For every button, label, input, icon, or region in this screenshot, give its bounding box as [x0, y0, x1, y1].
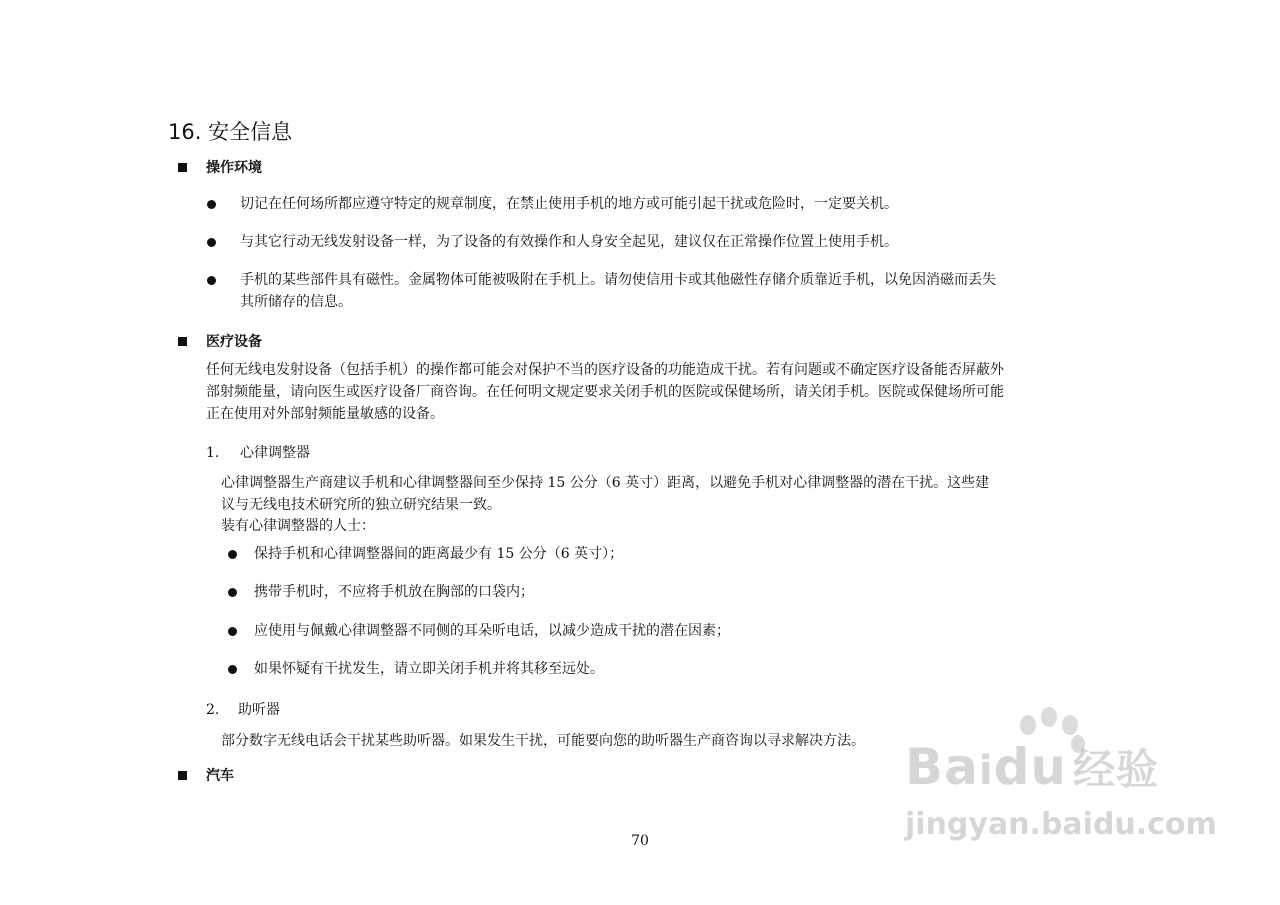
- square-bullet-icon: [178, 163, 187, 172]
- medical-paragraph-line: 部射频能量，请向医生或医疗设备厂商咨询。在任何明文规定要求关闭手机的医院或保健场所，请关闭手机。医院或保健场所可能: [206, 384, 1004, 400]
- bullet-dot-icon: [207, 276, 216, 285]
- paw-icon: [1020, 715, 1036, 735]
- subsection-number: 1.: [206, 445, 220, 461]
- subsection-number: 2.: [206, 702, 220, 718]
- bullet-dot-icon: [228, 665, 237, 674]
- bullet-dot-icon: [228, 588, 237, 597]
- pacemaker-paragraph-line: 心律调整器生产商建议手机和心律调整器间至少保持 15 公分（6 英寸）距离，以避免手机对心律调整器的潜在干扰。这些建: [221, 475, 990, 491]
- pacemaker-paragraph-line: 议与无线电技术研究所的独立研究结果一致。: [221, 497, 501, 513]
- paw-icon: [1062, 715, 1078, 735]
- bullet-dot-icon: [228, 627, 237, 636]
- medical-paragraph-line: 任何无线电发射设备（包括手机）的操作都可能会对保护不当的医疗设备的功能造成干扰。若有问题或不确定医疗设备能否屏蔽外: [206, 362, 1004, 378]
- section-heading-car: 汽车: [178, 767, 234, 785]
- list-item: 与其它行动无线发射设备一样，为了设备的有效操作和人身安全起见，建议仅在正常操作位置上使用手机。: [240, 234, 898, 250]
- list-item: 保持手机和心律调整器间的距离最少有 15 公分（6 英寸）；: [254, 546, 624, 562]
- page-number: 70: [631, 833, 649, 849]
- paw-icon: [1041, 707, 1057, 727]
- list-item: 应使用与佩戴心律调整器不同侧的耳朵听电话，以减少造成干扰的潜在因素；: [254, 623, 730, 639]
- bullet-dot-icon: [207, 238, 216, 247]
- section-heading-medical-devices: 医疗设备: [178, 333, 262, 351]
- medical-paragraph-line: 正在使用对外部射频能量敏感的设备。: [206, 406, 444, 422]
- list-item: 携带手机时，不应将手机放在胸部的口袋内；: [254, 584, 534, 600]
- list-item: 手机的某些部件具有磁性。金属物体可能被吸附在手机上。请勿使信用卡或其他磁性存储介质靠近手机，以免因消磁而丢失: [240, 272, 996, 288]
- square-bullet-icon: [178, 771, 187, 780]
- list-item: 切记在任何场所都应遵守特定的规章制度，在禁止使用手机的地方或可能引起干扰或危险时，一定要关机。: [240, 196, 898, 212]
- watermark-brand: Baidu 经验: [905, 738, 1159, 796]
- pacemaker-paragraph-line: 装有心律调整器的人士：: [221, 518, 375, 534]
- section-heading-operating-environment: 操作环境: [178, 159, 262, 177]
- list-item-continuation: 其所储存的信息。: [240, 294, 352, 310]
- square-bullet-icon: [178, 337, 187, 346]
- list-item: 如果怀疑有干扰发生，请立即关闭手机并将其移至远处。: [254, 661, 604, 677]
- bullet-dot-icon: [228, 550, 237, 559]
- subsection-heading-pacemaker: 心律调整器: [240, 445, 310, 461]
- subsection-heading-hearing-aid: 助听器: [238, 702, 280, 718]
- bullet-dot-icon: [207, 200, 216, 209]
- page-title: 16. 安全信息: [168, 120, 293, 144]
- watermark-paw-i: i: [978, 748, 994, 794]
- hearing-aid-paragraph: 部分数字无线电话会干扰某些助听器。如果发生干扰，可能要向您的助听器生产商咨询以寻求解决方法。: [221, 733, 865, 749]
- watermark-url: jingyan.baidu.com: [905, 807, 1217, 842]
- baidu-jingyan-watermark: [905, 705, 1217, 865]
